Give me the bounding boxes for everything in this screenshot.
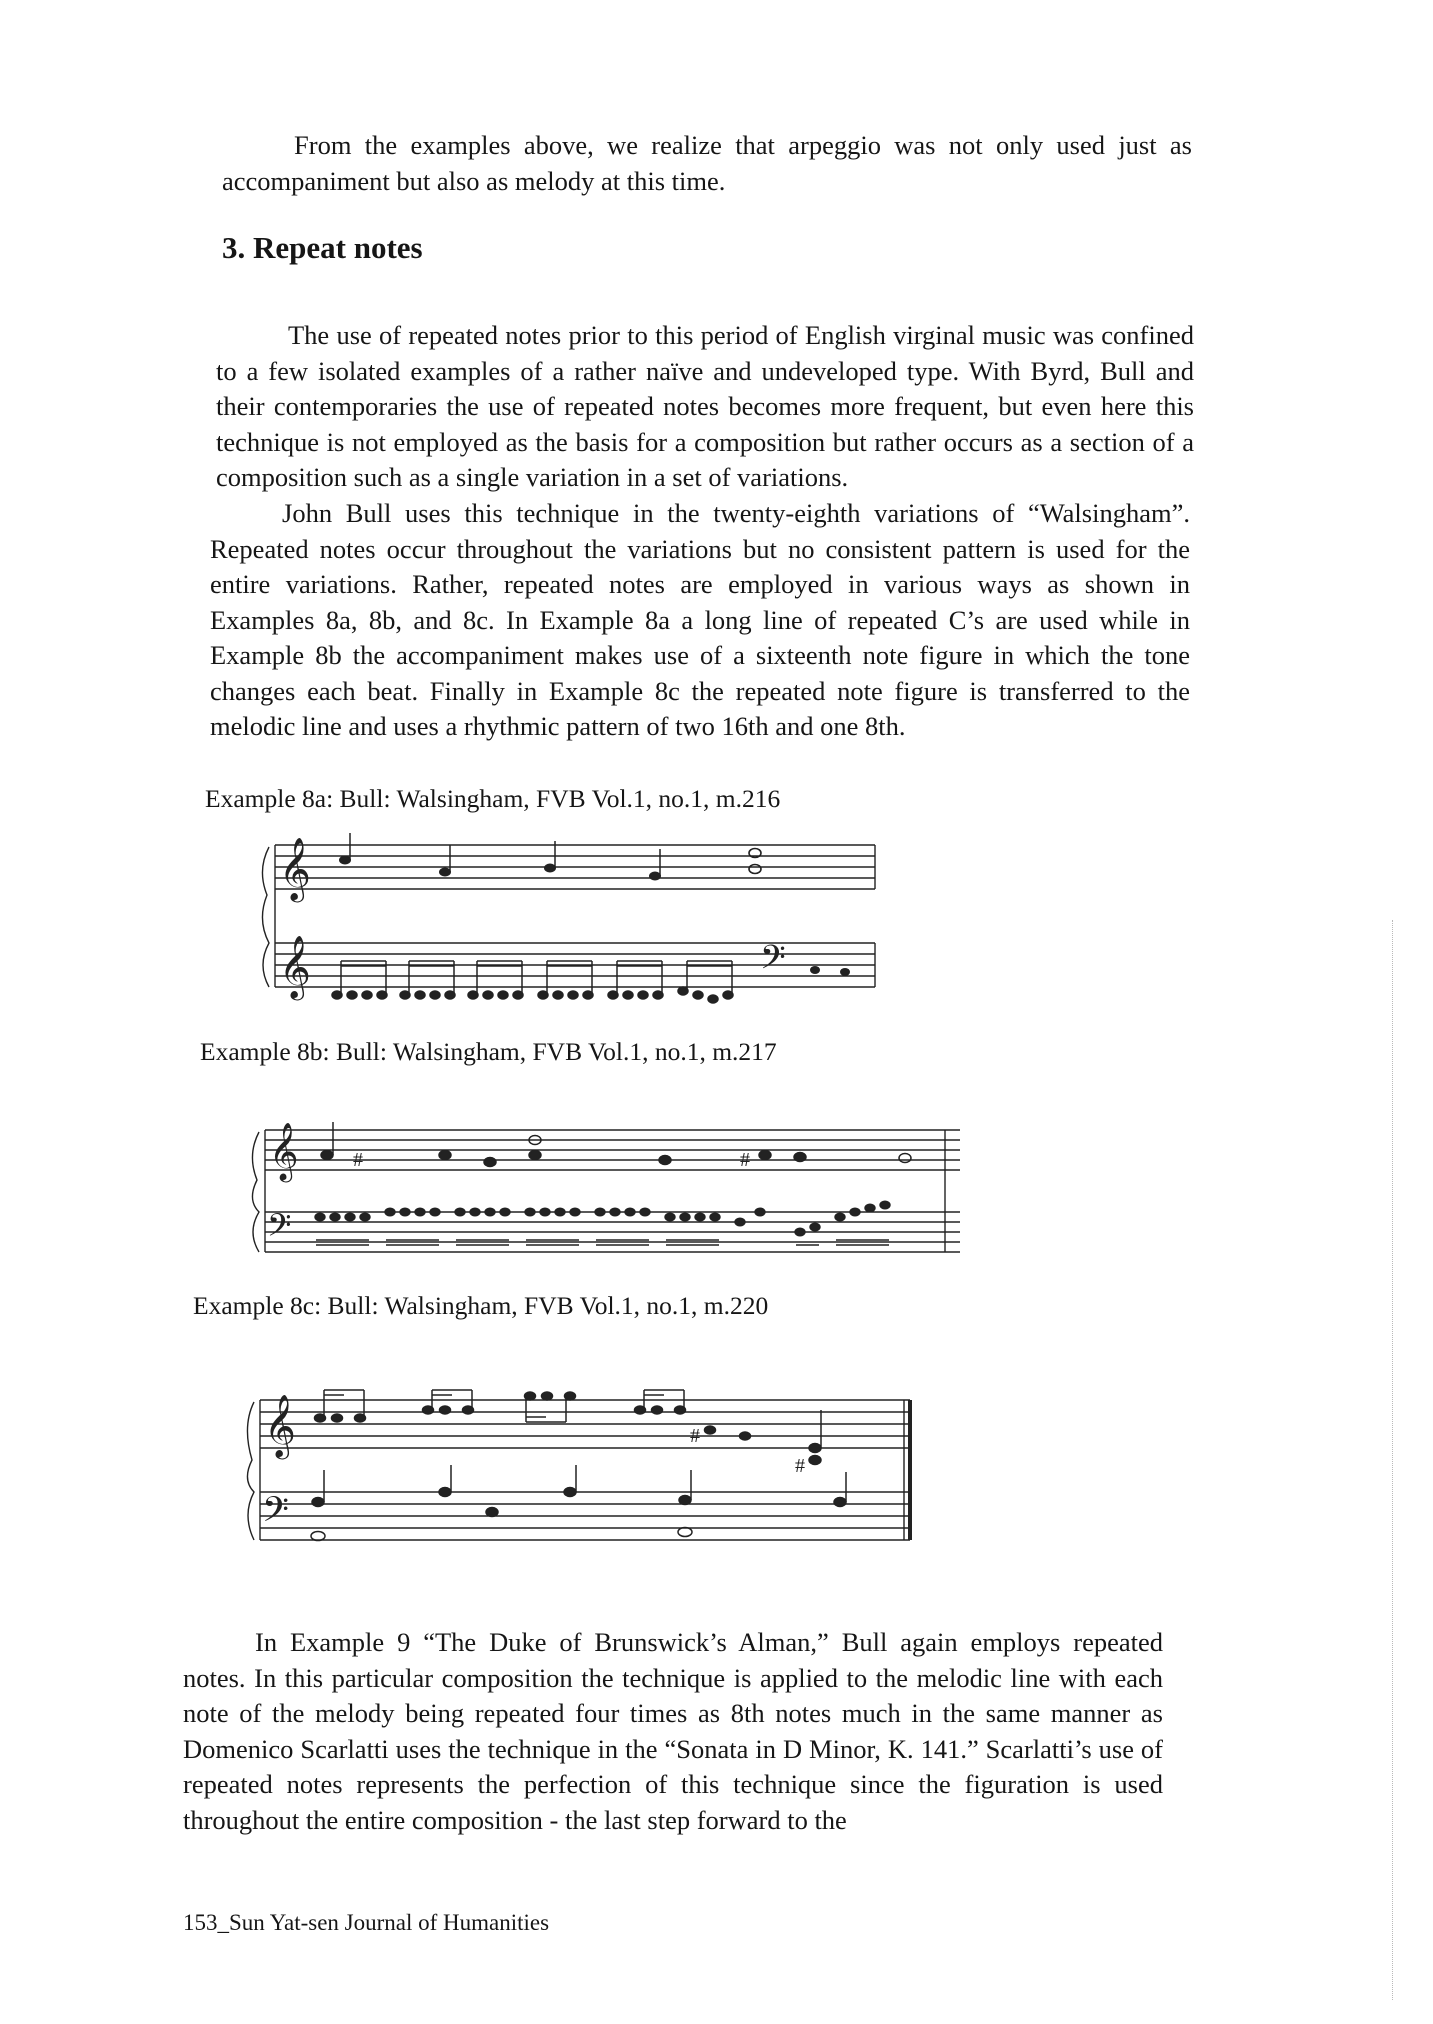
section-heading: 3. Repeat notes (222, 230, 423, 265)
scan-edge-line (1392, 920, 1394, 2000)
svg-text:#: # (740, 1149, 750, 1171)
svg-text:𝄞: 𝄞 (279, 837, 311, 900)
svg-text:𝄢: 𝄢 (262, 1489, 290, 1538)
svg-text:𝄢: 𝄢 (760, 939, 786, 985)
svg-text:#: # (690, 1425, 700, 1447)
paragraph-duke-of-brunswick: In Example 9 “The Duke of Brunswick’s Alman,” Bull again employs repeated notes. In this particular composition the technique is applied to the melodic line with each note of the melody being repeated four times as 8th notes much in the same manner as Domenico Scarlatti uses the technique in the “Sonata in D Minor, K. 141.” Scarlatti’s use of repeated notes represents the perfection of this technique since the figuration is used throughout the entire composition - the last step forward to the (183, 1627, 1163, 1835)
svg-text:𝄞: 𝄞 (264, 1394, 296, 1457)
example-8c-caption: Example 8c: Bull: Walsingham, FVB Vol.1, no.1, m.220 (193, 1291, 769, 1320)
score-example-8b (245, 1100, 975, 1270)
paragraph-repeated-notes-intro: The use of repeated notes prior to this period of English virginal music was confined to a few isolated examples of a rather naïve and undeveloped type. With Byrd, Bull and their contemporaries the use of repeated notes becomes more frequent, but even here this technique is not employed as the basis for a composition but rather occurs as a section of a composition such as a single variation in a set of variations. (216, 320, 1194, 492)
svg-text:𝄢: 𝄢 (267, 1207, 292, 1251)
svg-text:𝄞: 𝄞 (269, 1122, 299, 1180)
svg-text:#: # (795, 1455, 805, 1477)
paragraph-bull-walsingham: John Bull uses this technique in the twenty-eighth variations of “Walsingham”. Repeated notes occur throughout the variations but no consistent pattern is used for the entire variations. Rather, repeated notes are employed in various ways as shown in Examples 8a, 8b, and 8c. In Example 8a a long line of repeated C’s are used while in Example 8b the accompaniment makes use of a sixteenth note figure in which the tone changes each beat. Finally in Example 8c the repeated note figure is transferred to the melodic line and uses a rhythmic pattern of two 16th and one 8th. (210, 498, 1190, 741)
score-example-8c (240, 1360, 930, 1560)
example-8b-caption: Example 8b: Bull: Walsingham, FVB Vol.1, no.1, m.217 (200, 1037, 777, 1066)
example-8a-caption: Example 8a: Bull: Walsingham, FVB Vol.1, no.1, m.216 (205, 784, 781, 813)
score-example-8a (255, 825, 895, 1010)
page-footer: 153_Sun Yat-sen Journal of Humanities (183, 1910, 550, 1935)
svg-text:𝄞: 𝄞 (279, 935, 311, 998)
svg-text:#: # (353, 1149, 363, 1171)
paragraph-arpeggio: From the examples above, we realize that arpeggio was not only used just as accompaniment but also as melody at this time. (222, 130, 1192, 196)
